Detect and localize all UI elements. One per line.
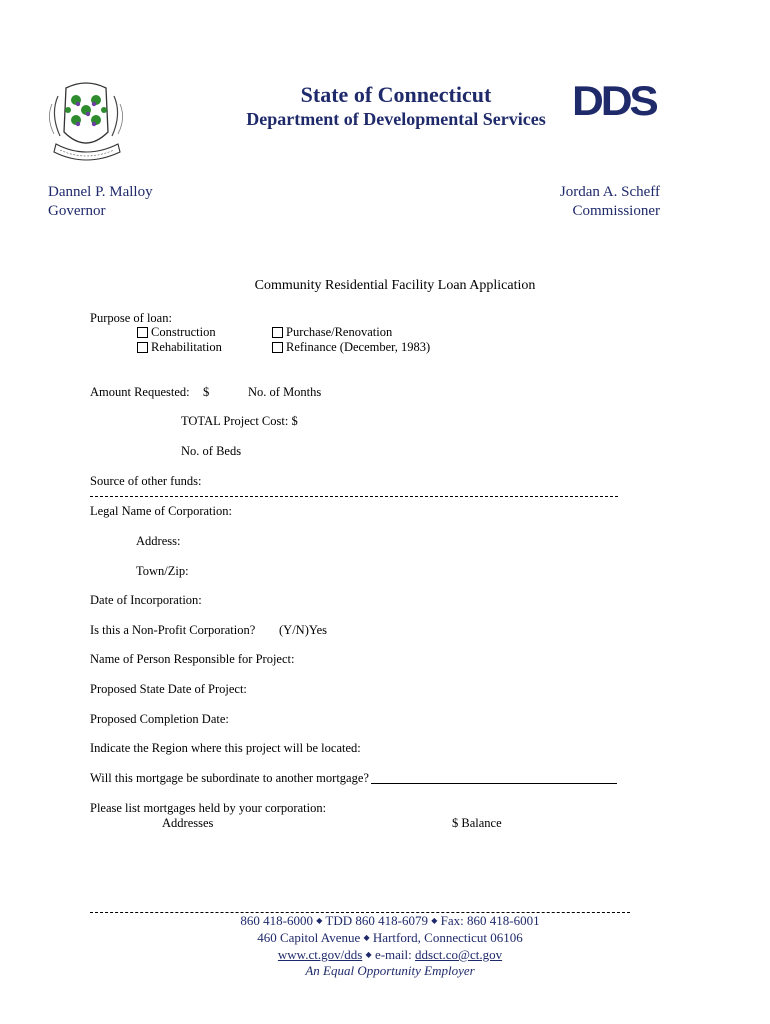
state-title: State of Connecticut (300, 82, 492, 107)
beds-label: No. of Beds (181, 444, 242, 458)
refinance-checkbox[interactable] (272, 342, 283, 353)
option-refinance[interactable] (272, 340, 430, 355)
nonprofit-label: Is this a Non-Profit Corporation? (90, 623, 256, 637)
footer-address-line (140, 929, 640, 946)
footer-address: 460 Capitol Avenue (257, 930, 361, 945)
state-seal (36, 74, 136, 174)
purchase-checkbox[interactable] (272, 327, 283, 338)
footer-web-line (140, 946, 640, 963)
footer-phone: 860 418-6000 (240, 913, 313, 928)
footer-fax: Fax: 860 418-6001 (440, 913, 540, 928)
purchase-label: Purchase/Renovation (286, 325, 393, 339)
dds-logo (572, 78, 692, 124)
footer-separator: ◆ (431, 916, 438, 925)
footer-separator: ◆ (316, 916, 323, 925)
responsible-person-label: Name of Person Responsible for Project: (90, 652, 295, 666)
balance-header: $ Balance (452, 816, 502, 830)
footer-separator: ◆ (365, 950, 372, 959)
amount-symbol: $ (203, 385, 210, 399)
source-funds-label: Source of other funds: (90, 474, 202, 488)
dds-logo-text: DDS (572, 77, 656, 124)
commissioner-name: Jordan A. Scheff (559, 184, 660, 200)
town-zip-label: Town/Zip: (136, 564, 189, 578)
subordinate-label: Will this mortgage be subordinate to another mortgage? (90, 771, 369, 785)
email-link[interactable]: ddsct.co@ct.gov (415, 947, 503, 962)
subordinate-answer-line[interactable] (371, 770, 617, 784)
governor-name: Dannel P. Malloy (48, 184, 153, 200)
construction-checkbox[interactable] (137, 327, 148, 338)
rehabilitation-checkbox[interactable] (137, 342, 148, 353)
addresses-header: Addresses (162, 816, 214, 830)
months-label: No. of Months (248, 385, 322, 399)
legal-name-label: Legal Name of Corporation: (90, 504, 232, 518)
form-title: Community Residential Facility Loan Application (254, 278, 536, 293)
address-label: Address: (136, 534, 181, 548)
option-construction[interactable] (137, 325, 216, 340)
purpose-label: Purpose of loan: (90, 311, 172, 325)
governor-title: Governor (48, 203, 106, 219)
region-label: Indicate the Region where this project will be located: (90, 741, 361, 755)
mortgages-label: Please list mortgages held by your corporation: (90, 801, 327, 815)
footer-tdd: TDD 860 418-6079 (325, 913, 428, 928)
construction-label: Construction (151, 325, 216, 339)
total-cost-label: TOTAL Project Cost: $ (181, 414, 298, 428)
footer-contact-line (140, 912, 640, 929)
rehabilitation-label: Rehabilitation (151, 340, 222, 354)
department-title: Department of Developmental Services (246, 109, 546, 129)
footer-separator: ◆ (363, 933, 370, 942)
refinance-label: Refinance (December, 1983) (286, 340, 431, 354)
website-link[interactable]: www.ct.gov/dds (277, 947, 363, 962)
amount-label: Amount Requested: (90, 385, 190, 399)
option-purchase[interactable] (272, 325, 392, 340)
completion-date-label: Proposed Completion Date: (90, 712, 229, 726)
option-rehabilitation[interactable] (137, 340, 222, 355)
start-date-label: Proposed State Date of Project: (90, 682, 247, 696)
commissioner-title: Commissioner (572, 203, 660, 219)
dashed-divider (90, 496, 618, 497)
incorporation-date-label: Date of Incorporation: (90, 593, 202, 607)
email-label: e-mail: (374, 947, 412, 962)
nonprofit-answer: (Y/N)Yes (279, 623, 328, 637)
footer-city: Hartford, Connecticut 06106 (372, 930, 523, 945)
footer-tagline: An Equal Opportunity Employer (305, 963, 475, 978)
